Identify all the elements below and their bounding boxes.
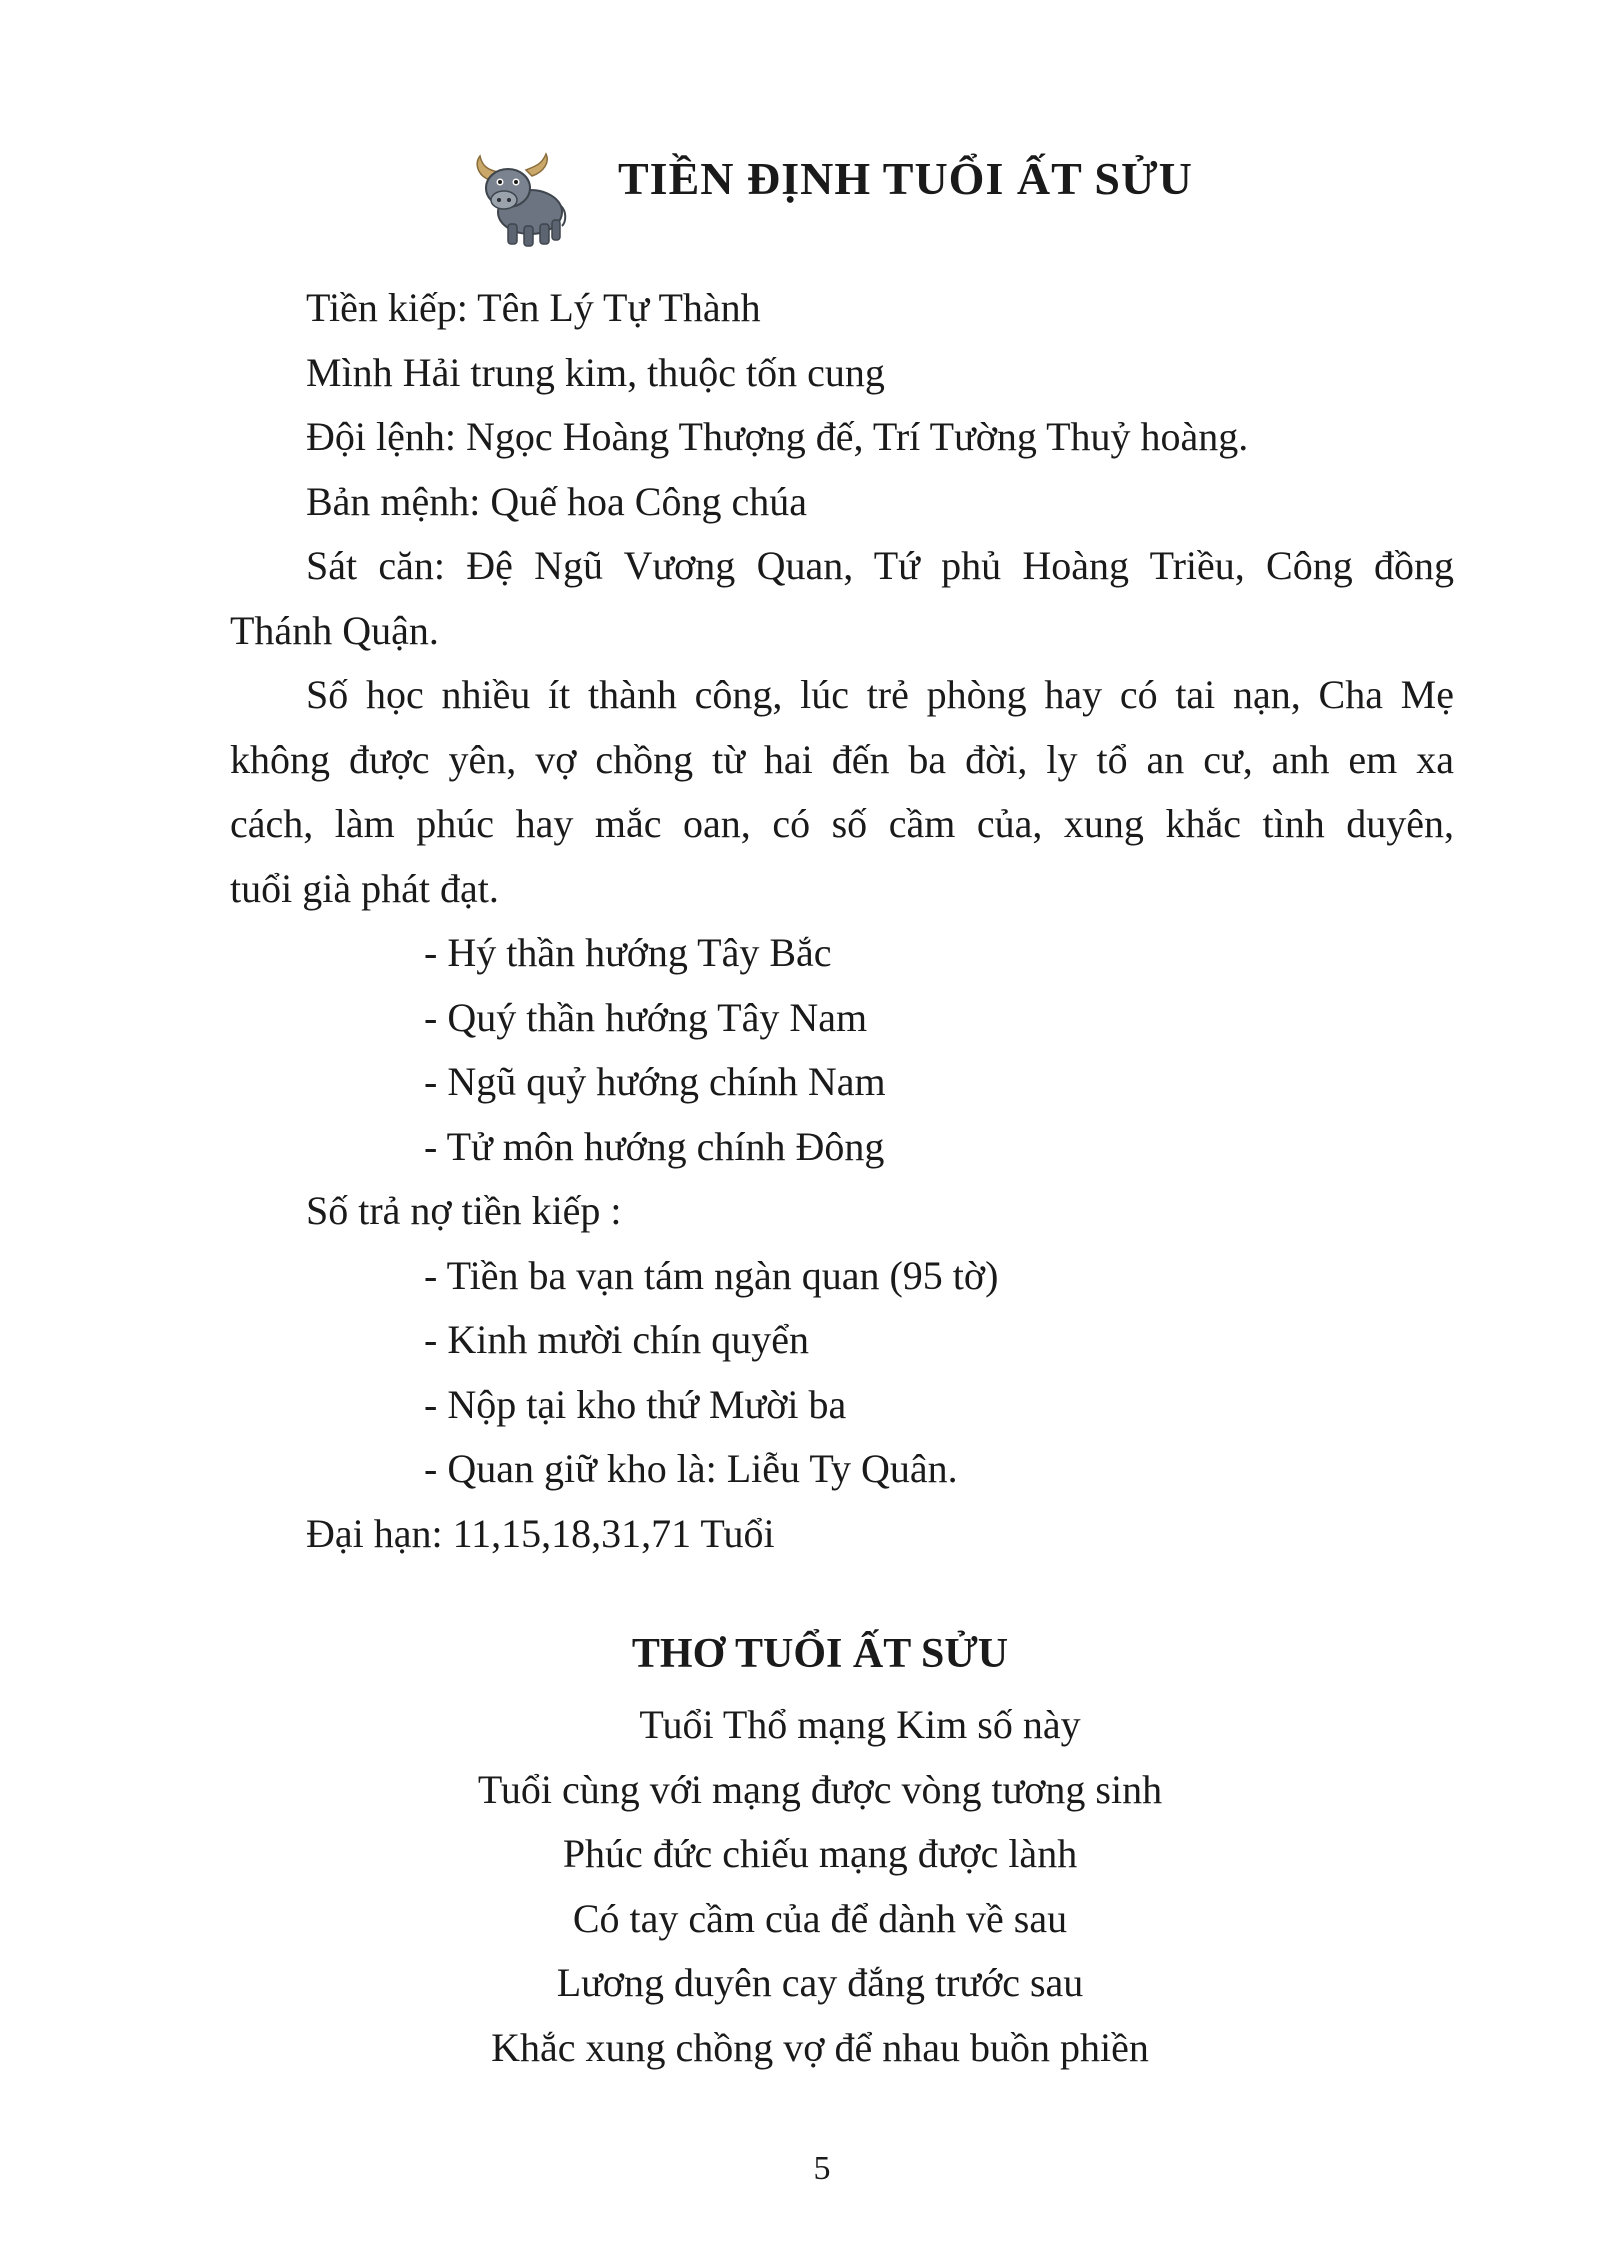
list-item: - Hý thần hướng Tây Bắc bbox=[424, 930, 832, 975]
poem-line: Có tay cầm của để dành về sau bbox=[572, 1895, 1068, 1941]
text-line: không được yên, vợ chồng từ hai đến ba đời, ly tổ an cư, anh em xa bbox=[230, 736, 1454, 782]
list-item: - Quý thần hướng Tây Nam bbox=[424, 994, 868, 1040]
text-line: Mình Hải trung kim, thuộc tốn cung bbox=[306, 349, 885, 395]
page-number: 5 bbox=[813, 2150, 831, 2187]
text-line: cách, làm phúc hay mắc oan, có số cầm của, xung khắc tình duyên, bbox=[230, 801, 1454, 846]
text-line: Đội lệnh: Ngọc Hoàng Thượng đế, Trí Tường Thuỷ hoàng. bbox=[306, 414, 1249, 459]
poem bbox=[0, 1693, 1600, 2080]
list-item: - Nộp tại kho thứ Mười ba bbox=[424, 1381, 847, 1427]
text-line: Tiền kiếp: Tên Lý Tự Thành bbox=[306, 285, 761, 330]
poem-line: Khắc xung chồng vợ để nhau buồn phiền bbox=[491, 2024, 1149, 2070]
poem-line: Tuổi Thổ mạng Kim số này bbox=[639, 1702, 1081, 1747]
text-line: Số học nhiều ít thành công, lúc trẻ phòng hay có tai nạn, Cha Mẹ bbox=[306, 672, 1454, 717]
title-row bbox=[0, 142, 1600, 252]
text-line: Bản mệnh: Quế hoa Công chúa bbox=[306, 478, 807, 524]
list-item: - Kinh mười chín quyển bbox=[424, 1317, 809, 1362]
poem-line: Lương duyên cay đắng trước sau bbox=[556, 1960, 1084, 2005]
list-item: - Ngũ quỷ hướng chính Nam bbox=[424, 1059, 886, 1104]
list-item: - Tử môn hướng chính Đông bbox=[424, 1123, 885, 1169]
page-title: TIỀN ĐỊNH TUỔI ẤT SỬU bbox=[618, 153, 1193, 204]
text-line: Thánh Quận. bbox=[230, 607, 439, 653]
ox-icon bbox=[468, 150, 568, 250]
poem-line: Tuổi cùng với mạng được vòng tương sinh bbox=[477, 1766, 1163, 1812]
list-item: - Tiền ba vạn tám ngàn quan (95 tờ) bbox=[424, 1252, 999, 1298]
poem-title: THƠ TUỔI ẤT SỬU bbox=[631, 1631, 1009, 1677]
list-item: - Quan giữ kho là: Liễu Ty Quân. bbox=[424, 1446, 958, 1491]
body-text bbox=[230, 276, 1454, 1566]
text-line: Sát căn: Đệ Ngũ Vương Quan, Tứ phủ Hoàng Triều, Công đồng bbox=[306, 543, 1454, 588]
text-line: tuổi già phát đạt. bbox=[230, 865, 499, 911]
text-line: Đại hạn: 11,15,18,31,71 Tuổi bbox=[306, 1510, 775, 1556]
text-line: Số trả nợ tiền kiếp : bbox=[306, 1188, 622, 1233]
poem-line: Phúc đức chiếu mạng được lành bbox=[562, 1831, 1078, 1876]
